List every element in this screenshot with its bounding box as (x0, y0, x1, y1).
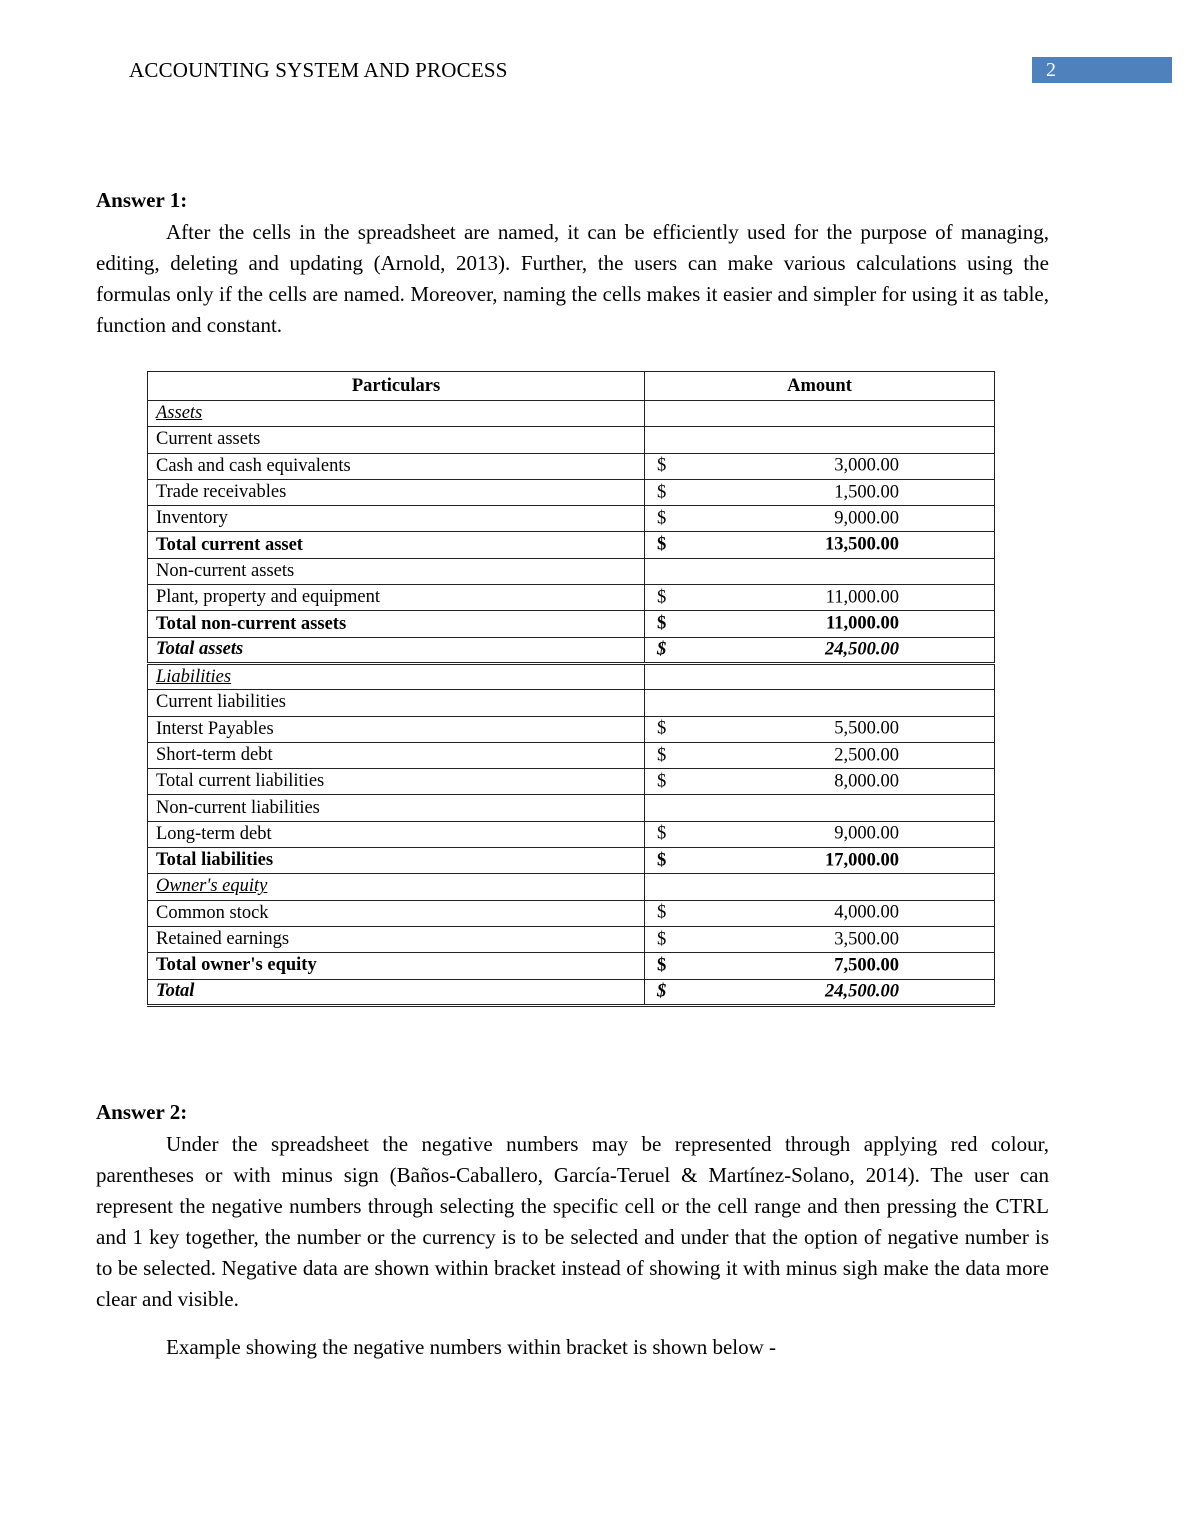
amount-value: 11,000.00 (825, 587, 899, 608)
currency-symbol: $ (657, 823, 667, 844)
row-label: Total owner's equity (148, 953, 645, 979)
row-amount-cell (645, 742, 995, 768)
row-amount-cell (645, 558, 995, 584)
currency-symbol: $ (657, 508, 667, 529)
row-label: Inventory (148, 506, 645, 532)
table-row (148, 663, 995, 689)
row-amount-cell (645, 900, 995, 926)
row-label: Trade receivables (148, 479, 645, 505)
row-label: Current assets (148, 427, 645, 453)
amount-value: 2,500.00 (834, 745, 899, 765)
row-label: Short-term debt (148, 742, 645, 768)
amount-value: 3,500.00 (834, 929, 899, 950)
table-row (148, 479, 995, 505)
amount-value: 24,500.00 (825, 981, 899, 1002)
row-label: Assets (148, 401, 645, 427)
amount-value: 17,000.00 (825, 850, 899, 871)
table-row (148, 585, 995, 611)
table-row (148, 401, 995, 427)
amount-header: Amount (645, 372, 995, 401)
amount-value: 1,500.00 (834, 482, 899, 503)
amount-value: 9,000.00 (834, 508, 899, 529)
table-row (148, 637, 995, 663)
currency-symbol: $ (657, 850, 667, 871)
row-label: Non-current assets (148, 558, 645, 584)
row-label: Total non-current assets (148, 611, 645, 637)
currency-symbol: $ (657, 587, 667, 608)
table-row (148, 532, 995, 558)
row-label: Total current liabilities (148, 769, 645, 795)
currency-symbol: $ (657, 745, 667, 765)
row-label: Retained earnings (148, 926, 645, 952)
row-amount-cell (645, 506, 995, 532)
row-label: Common stock (148, 900, 645, 926)
answer-1-paragraph: After the cells in the spreadsheet are named, it can be efficiently used for the purpose of managing, editing, deleting and updating (Arnold, 2013). Further, the users can make various calculations using the formulas only if the cells are named. Moreover, naming the cells makes it easier and simpler for using it as table, function and constant. (96, 220, 1049, 337)
row-label: Non-current liabilities (148, 795, 645, 821)
currency-symbol: $ (657, 718, 667, 739)
row-amount-cell (645, 690, 995, 716)
row-label: Total assets (148, 637, 645, 663)
row-amount-cell (645, 663, 995, 689)
currency-symbol: $ (657, 981, 667, 1002)
amount-value: 11,000.00 (826, 613, 899, 634)
row-amount-cell (645, 716, 995, 742)
table-row (148, 453, 995, 479)
currency-symbol: $ (657, 771, 667, 792)
table-row (148, 427, 995, 453)
amount-value: 4,000.00 (834, 902, 899, 923)
row-amount-cell (645, 401, 995, 427)
amount-value: 5,500.00 (834, 718, 899, 739)
row-label: Liabilities (148, 663, 645, 689)
row-amount-cell (645, 926, 995, 952)
currency-symbol: $ (657, 955, 667, 976)
row-label: Total current asset (148, 532, 645, 558)
table-row (148, 953, 995, 979)
table-row (148, 795, 995, 821)
row-label: Cash and cash equivalents (148, 453, 645, 479)
currency-symbol: $ (657, 639, 667, 660)
row-amount-cell (645, 795, 995, 821)
row-amount-cell (645, 637, 995, 663)
table-body (148, 401, 995, 1006)
currency-symbol: $ (657, 613, 667, 634)
table-row (148, 821, 995, 847)
row-amount-cell (645, 874, 995, 900)
row-amount-cell (645, 453, 995, 479)
row-label: Owner's equity (148, 874, 645, 900)
row-amount-cell (645, 479, 995, 505)
currency-symbol: $ (657, 929, 667, 950)
row-amount-cell (645, 848, 995, 874)
table-row (148, 506, 995, 532)
table-row (148, 979, 995, 1005)
row-amount-cell (645, 427, 995, 453)
amount-value: 8,000.00 (834, 771, 899, 792)
currency-symbol: $ (657, 482, 667, 503)
running-header-title: ACCOUNTING SYSTEM AND PROCESS (129, 58, 508, 82)
row-label: Total (148, 979, 645, 1005)
table-row (148, 558, 995, 584)
row-amount-cell (645, 953, 995, 979)
table-header-row (148, 372, 995, 401)
currency-symbol: $ (657, 902, 667, 923)
balance-sheet-table (147, 371, 995, 1007)
row-label: Current liabilities (148, 690, 645, 716)
table-row (148, 848, 995, 874)
row-label: Plant, property and equipment (148, 585, 645, 611)
row-label: Interst Payables (148, 716, 645, 742)
currency-symbol: $ (657, 534, 667, 555)
currency-symbol: $ (657, 455, 667, 476)
table-row (148, 900, 995, 926)
table-row (148, 690, 995, 716)
row-amount-cell (645, 979, 995, 1005)
amount-value: 7,500.00 (834, 955, 899, 976)
row-amount-cell (645, 532, 995, 558)
row-amount-cell (645, 611, 995, 637)
table-row (148, 611, 995, 637)
page-number: 2 (1032, 57, 1172, 83)
row-amount-cell (645, 821, 995, 847)
row-amount-cell (645, 769, 995, 795)
table-row (148, 926, 995, 952)
row-label: Long-term debt (148, 821, 645, 847)
answer-1-heading: Answer 1: (96, 188, 188, 212)
row-label: Total liabilities (148, 848, 645, 874)
table-row (148, 874, 995, 900)
amount-value: 13,500.00 (825, 534, 899, 555)
amount-value: 3,000.00 (834, 455, 899, 476)
amount-value: 9,000.00 (834, 823, 899, 844)
particulars-header: Particulars (148, 372, 645, 401)
answer-2-paragraph: Under the spreadsheet the negative numbers may be represented through applying red colour, parentheses or with minus sign (Baños-Caballero, García-Teruel & Martínez-Solano, 2014). The user can represent the negative numbers through selecting the specific cell or the cell range and then pressing the CTRL and 1 key together, the number or the currency is to be selected and under that the option of negative number is to be selected. Negative data are shown within bracket instead of showing it with minus sigh make the data more clear and visible. (96, 1132, 1049, 1311)
row-amount-cell (645, 585, 995, 611)
example-caption: Example showing the negative numbers within bracket is shown below - (166, 1335, 777, 1359)
table-row (148, 716, 995, 742)
table-row (148, 742, 995, 768)
table-row (148, 769, 995, 795)
answer-2-heading: Answer 2: (96, 1100, 188, 1124)
amount-value: 24,500.00 (825, 639, 899, 660)
